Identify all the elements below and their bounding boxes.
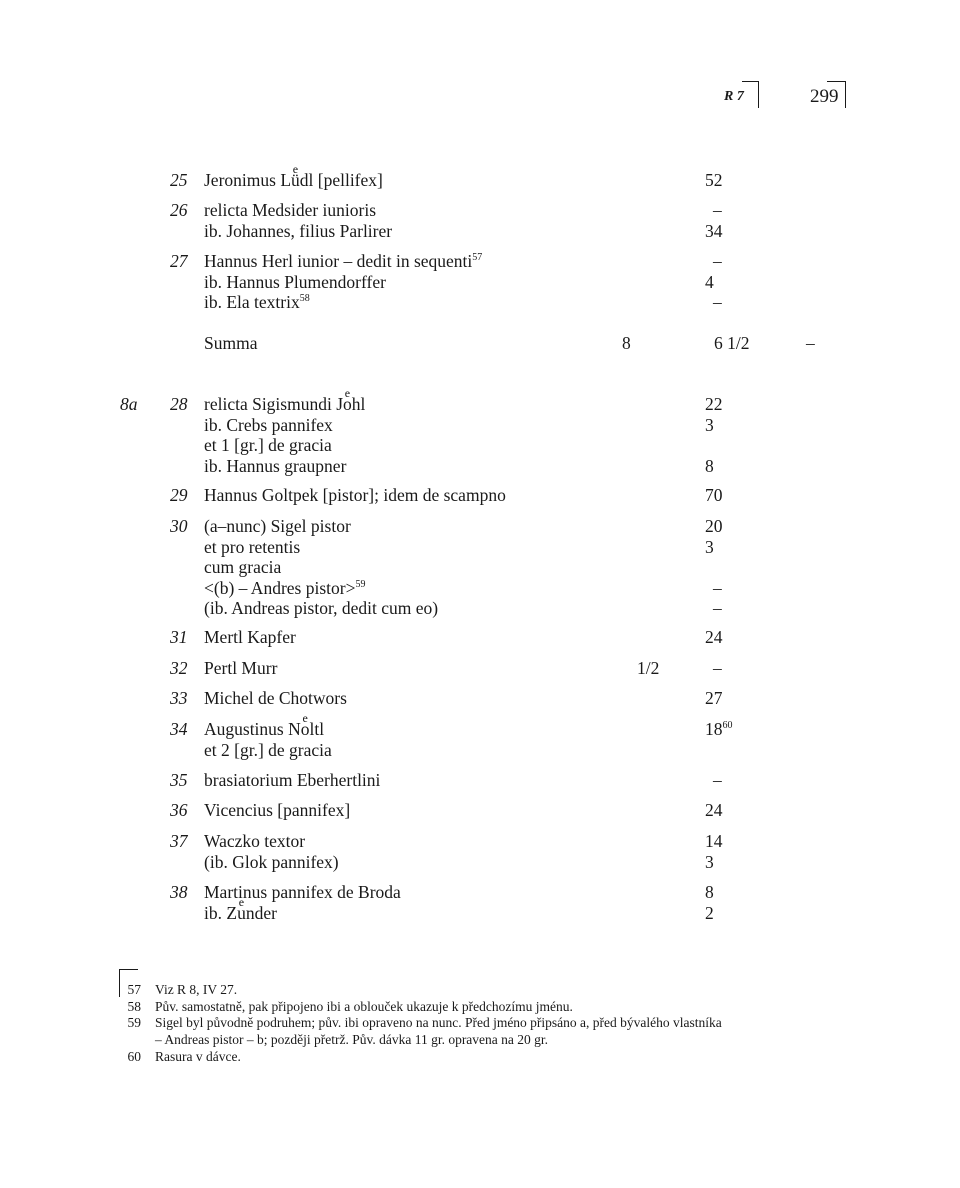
amount-col-a: 8	[622, 333, 631, 353]
entry-text: relicta Sigismundi Je ohl	[204, 394, 365, 414]
footnote-text: Viz R 8, IV 27.	[155, 982, 238, 997]
amount-col-b: 14	[705, 831, 723, 851]
amount-col-b: 20	[705, 516, 723, 536]
amount-col-c: –	[806, 333, 815, 353]
amount-col-b: 4	[705, 271, 714, 292]
entry-number: 37	[170, 831, 188, 851]
footnote-text: – Andreas pistor – b; později přetrž. Pův. dávka 11 gr. opravena na 20 gr.	[155, 1032, 549, 1048]
amount-col-b: 8	[705, 455, 714, 476]
entry-text: brasiatorium Eberhertlini	[204, 770, 381, 790]
amount-col-b: 3	[705, 414, 714, 435]
amount-col-b: –	[713, 292, 722, 312]
footnote-number: 60	[127, 1048, 141, 1064]
entry-number: 27	[170, 251, 188, 271]
entry-number: 26	[170, 200, 188, 220]
entry-text: et 2 [gr.] de gracia	[204, 739, 332, 760]
entry-text: et 1 [gr.] de gracia	[204, 435, 332, 455]
entry-text: Hannus Goltpek [pistor]; idem de scampno	[204, 485, 506, 505]
entry-text: Mertl Kapfer	[204, 627, 296, 647]
entry-text: Pertl Murr	[204, 658, 278, 678]
entry-number: 34	[170, 719, 188, 739]
amount-col-b: 52	[705, 170, 723, 190]
footnote-number: 58	[127, 998, 141, 1014]
amount-col-b: –	[713, 200, 722, 220]
page-number-corner-mark	[827, 81, 846, 108]
footnote-ref: 57	[472, 252, 483, 263]
entry-number: 38	[170, 882, 188, 902]
entry-text: Vicencius [pannifex]	[204, 800, 351, 820]
amount-col-b: –	[713, 251, 722, 271]
entry-text: Jeronimus Le üdl [pellifex]	[204, 170, 383, 190]
superscript-e-mark: e u	[237, 903, 246, 923]
entry-text: (ib. Andreas pistor, dedit cum eo)	[204, 598, 439, 618]
entry-text: (ib. Glok pannifex)	[204, 851, 339, 872]
entry-text: ib. Ze under	[204, 903, 277, 923]
entry-number: 31	[170, 627, 188, 647]
entry-number: 35	[170, 770, 188, 790]
footnote-number: 59	[127, 1015, 141, 1031]
entry-text: ib. Hannus graupner	[204, 455, 347, 476]
footnote-text: Rasura v dávce.	[155, 1048, 241, 1064]
footnote-ref: 58	[299, 293, 310, 304]
entry-number: 29	[170, 485, 188, 505]
section-code: R 7	[724, 89, 744, 104]
amount-col-b: $18^{60}$	[705, 719, 733, 739]
footnote-ref: 59	[355, 578, 366, 590]
entry-text: cum gracia	[204, 557, 282, 577]
entry-text: Waczko textor	[204, 831, 306, 851]
amount-col-b: 27	[705, 688, 723, 708]
entry-text: ib. Johannes, filius Parlirer	[204, 220, 393, 241]
amount-col-b: 24	[705, 627, 723, 647]
amount-col-b: –	[713, 770, 722, 790]
superscript-e-mark: e o	[343, 394, 352, 414]
amount-col-b: 34	[705, 220, 723, 241]
amount-col-b: 70	[705, 485, 723, 505]
entry-number: 32	[170, 658, 188, 678]
entry-text: Michel de Chotwors	[204, 688, 347, 708]
entry-text: ib. Crebs pannifex	[204, 414, 333, 435]
amount-col-b: 8	[705, 882, 714, 902]
entry-text: ib. Hannus Plumendorffer	[204, 271, 386, 292]
entry-number: 30	[170, 516, 188, 536]
entry-number: 36	[170, 800, 188, 820]
summa-label: Summa	[204, 333, 258, 353]
amount-col-b: –	[713, 577, 722, 598]
entry-number: 25	[170, 170, 188, 190]
amount-col-b: –	[713, 598, 722, 618]
amount-col-b: 6 1/2	[714, 333, 750, 353]
entry-text: Martinus pannifex de Broda	[204, 882, 401, 902]
entry-text: relicta Medsider iunioris	[204, 200, 377, 220]
superscript-e-mark: e o	[301, 719, 310, 739]
page-number: 299	[810, 86, 839, 107]
amount-col-b: 24	[705, 800, 723, 820]
amount-col-b: –	[713, 658, 722, 678]
section-code-corner-mark	[742, 81, 759, 108]
entry-text: Hannus Herl iunior – dedit in sequenti$^{57}$	[204, 251, 483, 271]
entry-text: (a–nunc) Sigel pistor	[204, 516, 351, 536]
superscript-e-mark: e ü	[291, 170, 300, 190]
amount-col-a: 1/2	[637, 658, 660, 678]
footnote-number: 57	[127, 982, 141, 997]
amount-col-b: 3	[705, 851, 714, 872]
entry-text: Augustinus Ne oltl	[204, 719, 324, 739]
amount-col-b: 2	[705, 902, 714, 923]
entry-text: <(b) – Andres pistor>$^{59}$	[204, 577, 366, 598]
entry-number: 28	[170, 394, 188, 414]
entry-text: ib. Ela textrix$^{58}$	[204, 292, 310, 312]
amount-col-b: 3	[705, 536, 714, 557]
footnote-text: Sigel byl původně podruhem; pův. ibi opraveno na nunc. Před jméno připsáno a, před bývalého vlastníka	[155, 1015, 722, 1031]
footnote-ref: 60	[722, 720, 733, 731]
amount-col-b: 22	[705, 394, 723, 414]
footnote-text: Pův. samostatně, pak připojeno ibi a oblouček ukazuje k předchozímu jménu.	[155, 998, 573, 1014]
margin-folio-note: 8a	[120, 394, 138, 414]
entry-number: 33	[170, 688, 188, 708]
entry-text: et pro retentis	[204, 536, 301, 557]
